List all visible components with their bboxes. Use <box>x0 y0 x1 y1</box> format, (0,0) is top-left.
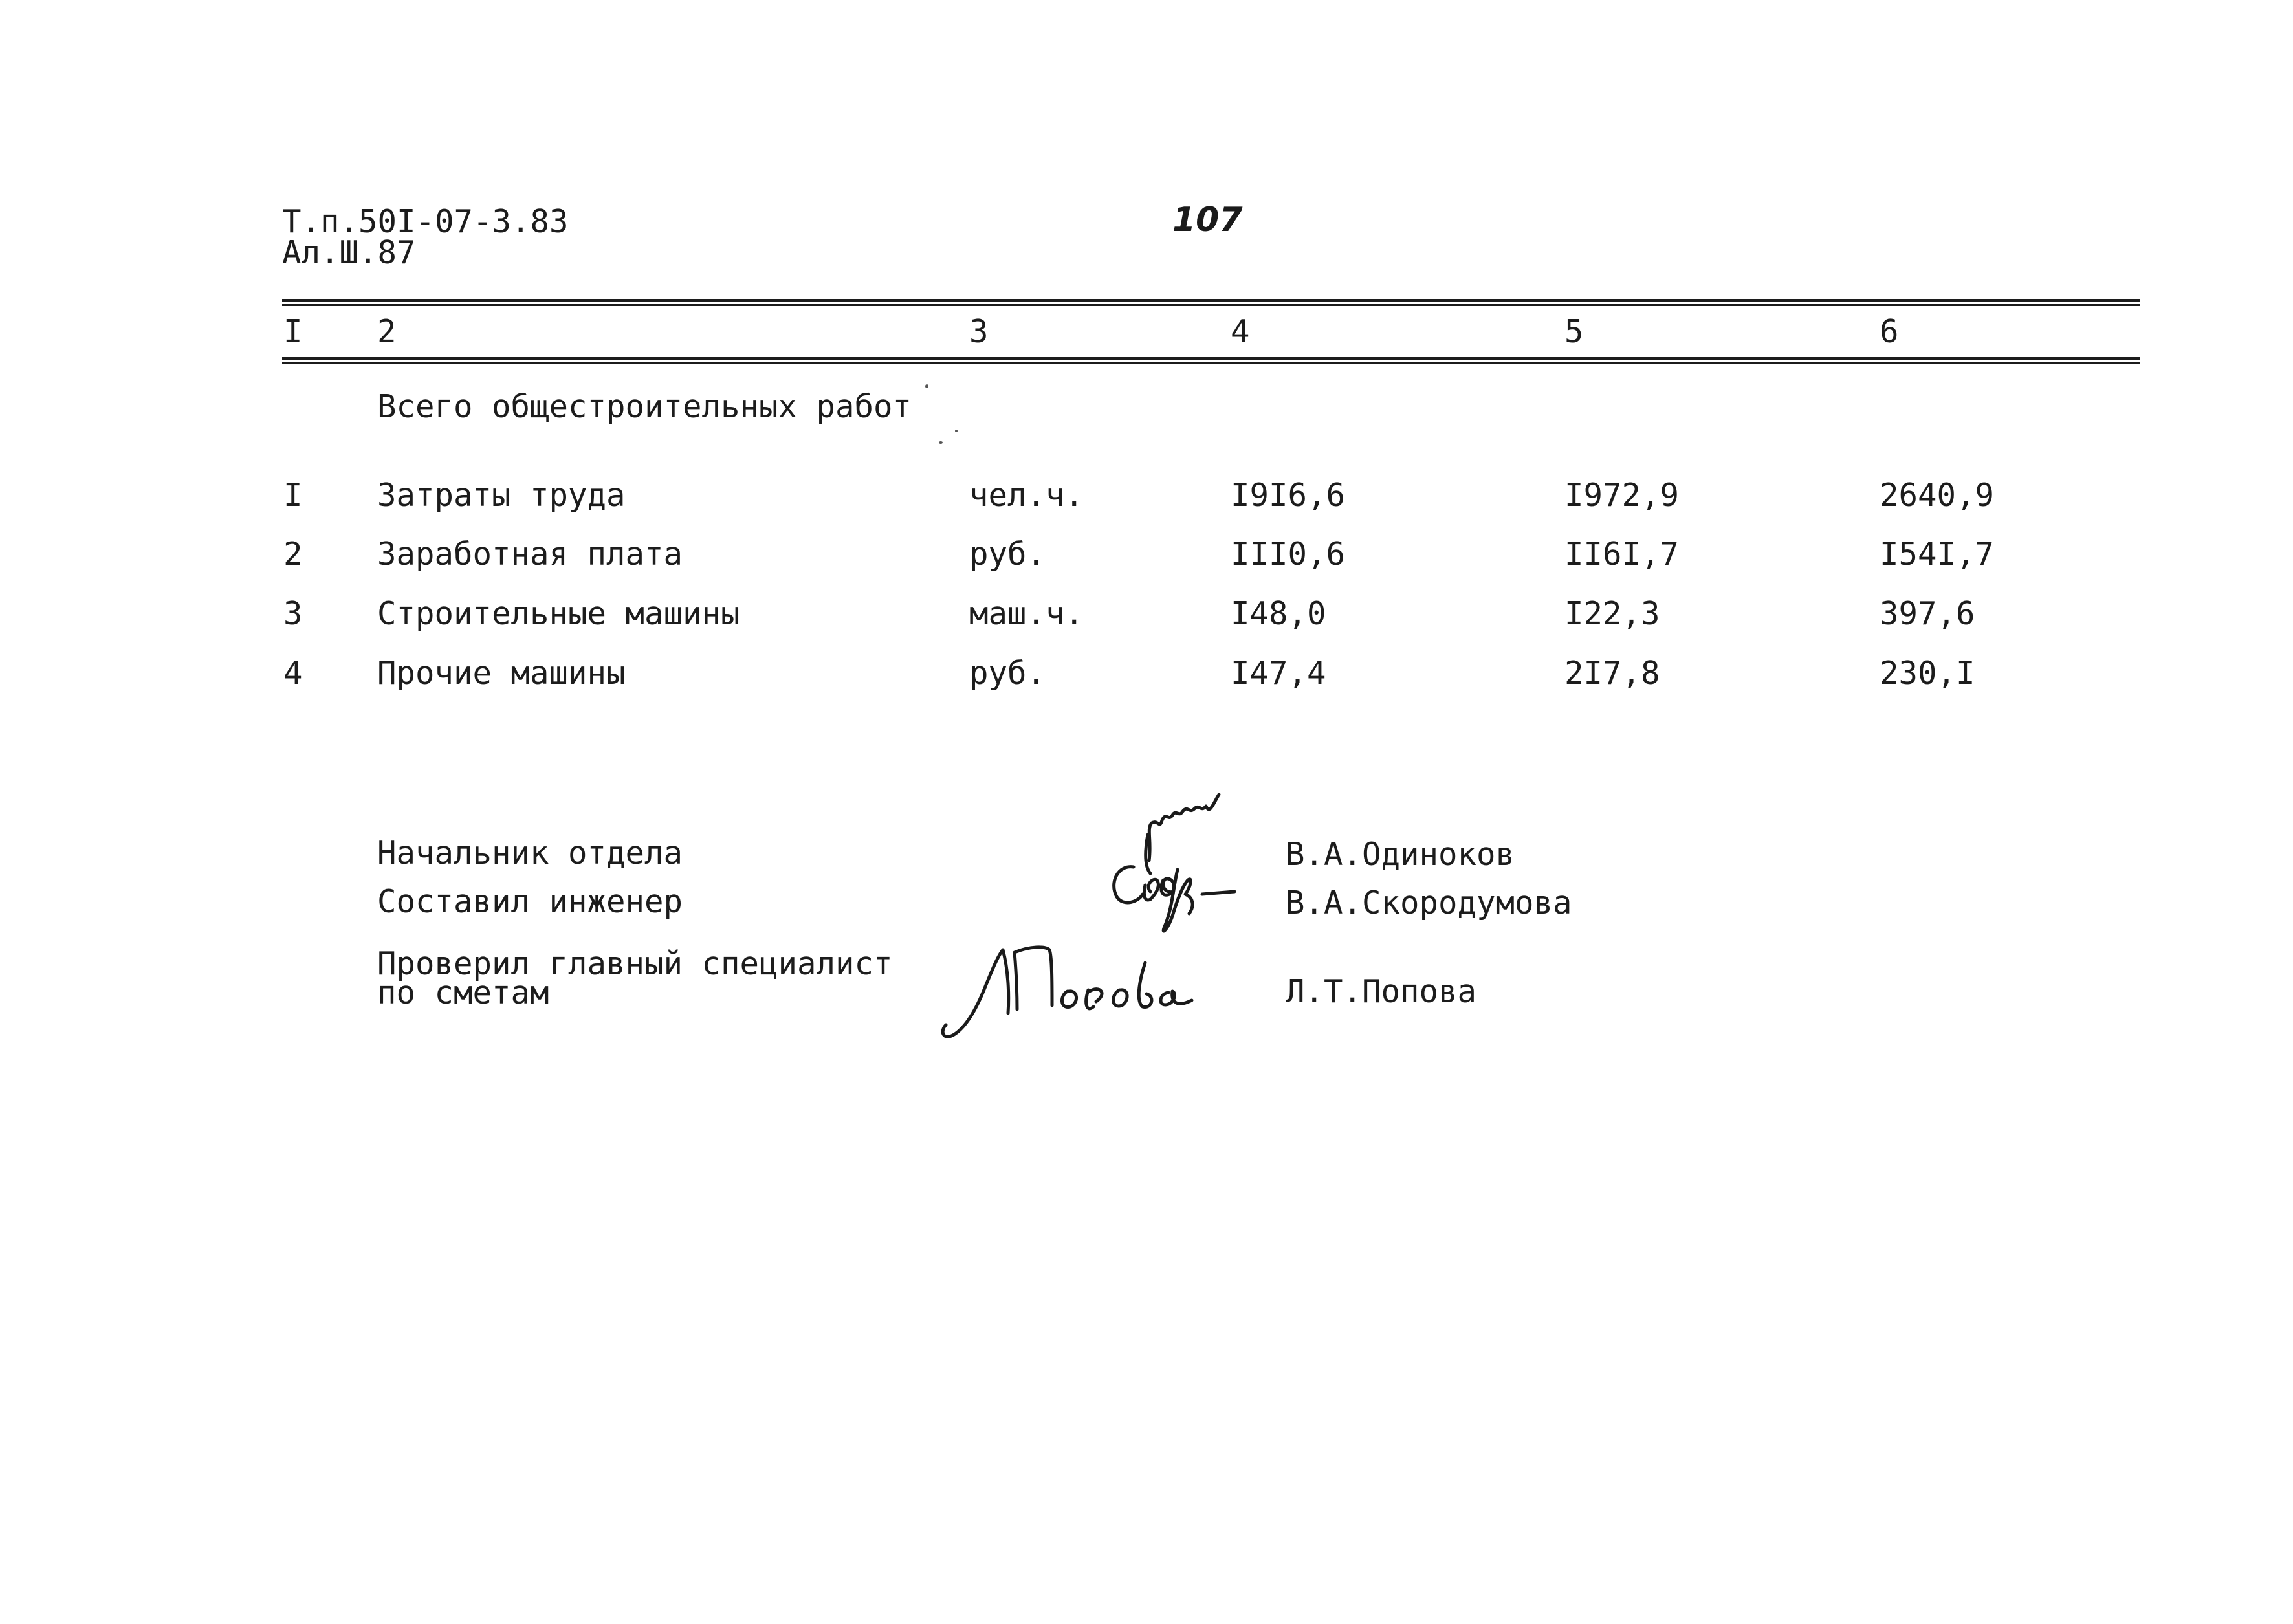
signer-role-continued: по сметам <box>377 974 549 1011</box>
signer-role: Начальник отдела <box>377 835 683 872</box>
column-header-3: 3 <box>969 313 989 350</box>
row-unit: чел.ч. <box>969 477 1084 514</box>
row-value-col5: 2I7,8 <box>1564 655 1660 692</box>
row-number: 4 <box>283 655 303 692</box>
signer-role: Проверил главный специалист <box>377 945 893 982</box>
row-name: Прочие машины <box>377 655 626 692</box>
signer-name: Л.Т.Попова <box>1286 973 1477 1010</box>
row-value-col5: I22,3 <box>1564 595 1660 632</box>
row-value-col4: I9I6,6 <box>1231 477 1346 514</box>
row-unit: руб. <box>969 655 1046 692</box>
table-top-rule-thin <box>282 304 2140 306</box>
column-header-4: 4 <box>1231 313 1250 350</box>
signer-name: В.А.Одиноков <box>1286 836 1515 873</box>
handwritten-signature <box>938 937 1197 1040</box>
row-value-col6: I54I,7 <box>1880 536 1995 573</box>
column-header-6: 6 <box>1880 313 1899 350</box>
row-name: Строительные машины <box>377 595 740 632</box>
row-value-col4: I48,0 <box>1231 595 1326 632</box>
row-name: Заработная плата <box>377 536 683 573</box>
row-unit: руб. <box>969 536 1046 573</box>
row-unit: маш.ч. <box>969 595 1084 632</box>
row-number: 2 <box>283 536 303 573</box>
row-value-col5: II6I,7 <box>1564 536 1680 573</box>
row-value-col4: III0,6 <box>1231 536 1346 573</box>
row-value-col6: 2640,9 <box>1880 477 1995 514</box>
row-value-col4: I47,4 <box>1231 655 1326 692</box>
section-title: Всего общестроительных работ <box>377 388 912 425</box>
signer-name: В.А.Скородумова <box>1286 884 1572 921</box>
row-value-col6: 230,I <box>1880 655 1975 692</box>
column-header-2: 2 <box>377 313 397 350</box>
handwritten-signature <box>1105 846 1254 943</box>
column-header-5: 5 <box>1564 313 1584 350</box>
column-header-1: I <box>283 313 303 350</box>
page-number: 107 <box>1172 201 1243 239</box>
table-top-rule <box>282 299 2140 302</box>
table-header-rule <box>282 357 2140 360</box>
row-number: 3 <box>283 595 303 632</box>
row-name: Затраты труда <box>377 477 626 514</box>
row-number: I <box>283 477 303 514</box>
signer-role: Составил инженер <box>377 883 683 920</box>
row-value-col6: 397,6 <box>1880 595 1975 632</box>
album-number: Ал.Ш.87 <box>282 234 416 271</box>
table-header-rule-thin <box>282 362 2140 364</box>
row-value-col5: I972,9 <box>1564 477 1680 514</box>
scan-speck <box>925 384 928 388</box>
document-code: Т.п.50I-07-3.83 <box>282 203 569 240</box>
scan-speck <box>955 430 958 432</box>
scan-speck <box>939 441 943 444</box>
